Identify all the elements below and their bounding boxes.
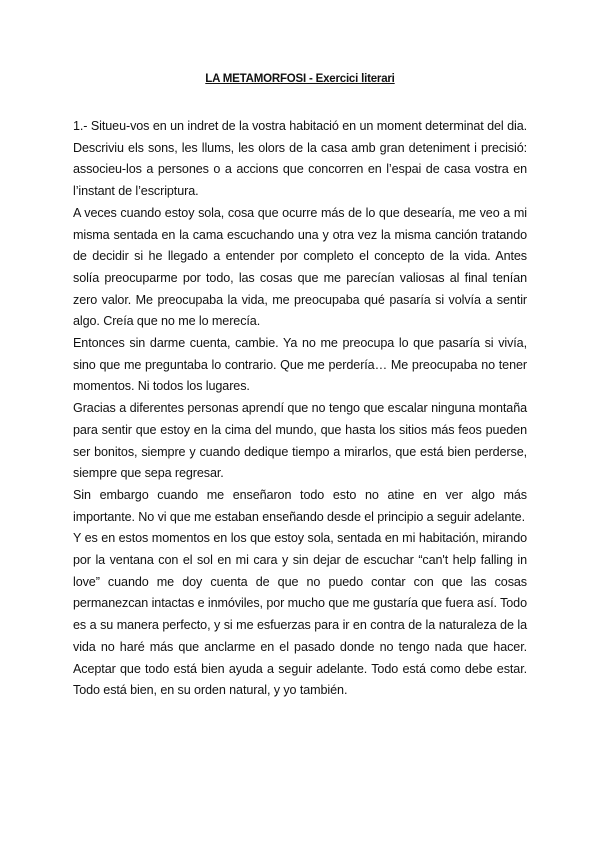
paragraph-5: Y es en estos momentos en los que estoy sola, sentada en mi habitación, mirando por la ventana con el sol en mi cara y sin dejar de escuchar “can't help falling in love” cuando me doy cuenta de que no puedo contar con que las cosas permanezcan intactas e inmóviles, por mucho que me gustaría que fuera así. Todo es a su manera perfecto, y si me esfuerzas para ir en contra de la naturaleza de la vida no haré más que anclarme en el pasado donde no tengo nada que hacer. Aceptar que todo está bien ayuda a seguir adelante. Todo está como debe estar. Todo está bien, en su orden natural, y yo también. [73,531,527,698]
paragraph-2: Entonces sin darme cuenta, cambie. Ya no me preocupa lo que pasaría si vivía, sino que me preguntaba lo contrario. Que me perdería… Me preocupaba no tener momentos. Ni todos los lugares. [73,336,527,394]
paragraph-prompt: 1.- Situeu-vos en un indret de la vostra habitació en un moment determinat del dia. Descriviu els sons, les llums, les olors de la casa amb gran deteniment i precisió: associeu-los a persones o a accions que concorren en l’espai de casa vostra en l’instant de l’escriptura. [73,119,527,199]
paragraph-4: Sin embargo cuando me enseñaron todo esto no atine en ver algo más importante. No vi que me estaban enseñando desde el principio a seguir adelante. [73,487,527,524]
document-title: LA METAMORFOSI - Exercici literari [205,73,395,85]
paragraph-1: A veces cuando estoy sola, cosa que ocurre más de lo que desearía, me veo a mi misma sentada en la cama escuchando una y otra vez la misma canción tratando de decidir si he llegado a entender por completo el concepto de la vida. Antes solía preocuparme por todo, las cosas que me parecían valiosas al final tenían zero valor. Me preocupaba la vida, me preocupaba qué pasaría si volvía a sentir algo. Creía que no me lo merecía. [73,205,527,329]
paragraph-3: Gracias a diferentes personas aprendí que no tengo que escalar ninguna montaña para sentir que estoy en la cima del mundo, que hasta los sitios más feos pueden ser bonitos, siempre y cuando dedique tiempo a mirarlos, que está bien perderse, siempre que sepa regresar. [73,401,527,481]
